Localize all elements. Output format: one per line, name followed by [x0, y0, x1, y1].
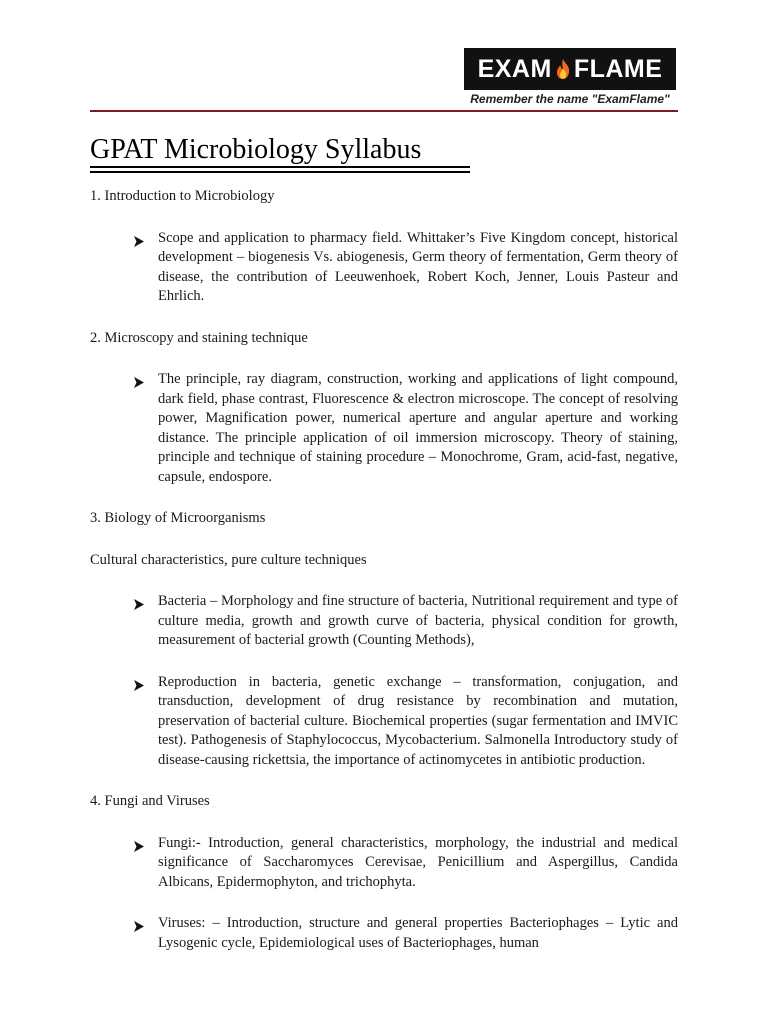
page-title: GPAT Microbiology Syllabus [90, 134, 422, 165]
arrow-bullet-icon [90, 914, 158, 953]
arrow-bullet-icon [90, 229, 158, 307]
list-item [90, 834, 678, 893]
list-item [90, 229, 678, 307]
exam-flame-logo [464, 48, 676, 90]
section-heading: 1. Introduction to Microbiology [90, 188, 275, 204]
list-item-text: Bacteria – Morphology and fine structure of bacteria, Nutritional requirement and type of culture media, growth and growth curve of bacteria, physical condition for growth, measurement of bacterial growth (Counting Methods), [158, 593, 678, 648]
list-item-text: Viruses: – Introduction, structure and general properties Bacteriophages – Lytic and Lysogenic cycle, Epidemiological uses of Bacteriophages, human [158, 915, 678, 951]
flame-icon [555, 58, 571, 80]
header-divider [90, 110, 678, 112]
arrow-bullet-icon [90, 592, 158, 651]
arrow-bullet-icon [90, 673, 158, 771]
arrow-bullet-icon [90, 370, 158, 487]
section-heading: 4. Fungi and Viruses [90, 793, 210, 809]
section-heading: 2. Microscopy and staining technique [90, 329, 308, 346]
logo-text-exam: EXAM [477, 54, 552, 83]
list-item [90, 914, 678, 953]
section-fungi-viruses [90, 792, 678, 953]
logo-text-flame: FLAME [573, 54, 663, 83]
section-subheading: Cultural characteristics, pure culture techniques [90, 551, 367, 568]
list-item-text: Reproduction in bacteria, genetic exchange – transformation, conjugation, and transduction, development of drug resistance by recombination and mutation, preservation of bacterial culture. Biochemical properties (sugar fermentation and IMVIC test). Pathogenesis of Staphylococcus, Mycobacterium. Salmonella Introductory study of disease-causing rickettsia, the importance of actinomycetes in antibiotic production. [158, 673, 678, 768]
list-item-text: Fungi:- Introduction, general characteristics, morphology, the industrial and medical significance of Saccharomyces Cerevisae, Penicillium and Aspergillus, Candida Albicans, Epidermophyton, and trichophyta. [158, 834, 678, 890]
list-item-text: Scope and application to pharmacy field. Whittaker’s Five Kingdom concept, historical development – biogenesis Vs. abiogenesis, Germ theory of fermentation, Germ theory of disease, the contribution of Leeuwenhoek, Robert Koch, Jenner, Louis Pasteur and Ehrlich. [158, 229, 678, 304]
syllabus-content [90, 187, 678, 975]
section-microscopy [90, 329, 678, 488]
section-biology [90, 509, 678, 770]
list-item [90, 592, 678, 651]
section-introduction [90, 187, 678, 307]
list-item [90, 370, 678, 487]
title-underline-bottom [90, 171, 470, 173]
title-underline-top [90, 166, 470, 168]
list-item-text: The principle, ray diagram, construction, working and applications of light compound, dark field, phase contrast, Fluorescence & electron microscope. The concept of resolving power, Magnification power, numerical aperture and angular aperture and working distance. The principle application of oil immersion microscopy. Theory of staining, principle and technique of staining procedure – Monochrome, Gram, acid-fast, negative, capsule, endospore. [158, 371, 678, 485]
list-item [90, 673, 678, 771]
arrow-bullet-icon [90, 834, 158, 893]
brand-tagline: Remember the name "ExamFlame" [470, 92, 670, 106]
section-heading: 3. Biology of Microorganisms [90, 510, 266, 526]
